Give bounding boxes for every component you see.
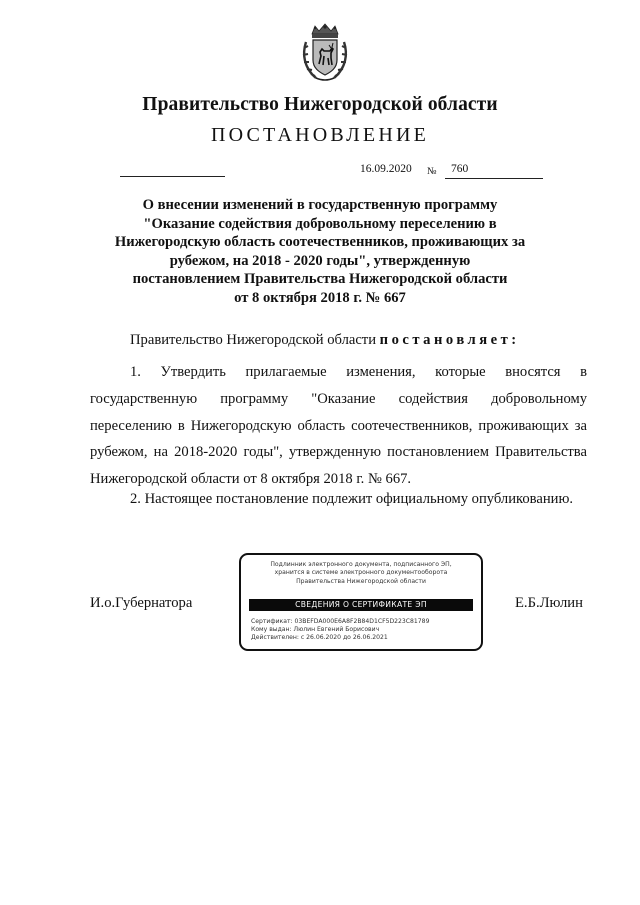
subject-line: от 8 октября 2018 г. № 667	[234, 289, 406, 306]
signatory-position: И.о.Губернатора	[90, 595, 193, 611]
subject-line: рубежом, на 2018 - 2020 годы", утвержденную	[169, 252, 471, 269]
document-type: ПОСТАНОВЛЕНИЕ	[210, 124, 430, 146]
paragraph-1: 1. Утвердить прилагаемые изменения, которые вносятся в государственную программу "Оказание содействия добровольному переселению в Нижегородскую область соотечественников, проживающих за рубежом, на 2018-2020 годы", утвержденную постановлением Правительства Нижегородской области от 8 октября 2018 г. № 667.	[90, 364, 587, 488]
subject-line: Нижегородскую область соотечественников, проживающих за	[114, 234, 526, 250]
subject-line: "Оказание содействия добровольному переселению в	[143, 215, 497, 232]
certificate-owner: Кому выдан: Люлин Евгений Борисович	[251, 626, 380, 634]
e-signature-stamp	[239, 553, 483, 651]
resolution-intro	[130, 332, 520, 349]
intro-resolves: постановляет:	[379, 332, 520, 348]
document-date: 16.09.2020	[360, 163, 412, 175]
stamp-header-line: хранится в системе электронного документооборота	[274, 569, 448, 577]
certificate-serial: Сертификат: 03BEFDA000E6A8F2B84D1CF5D223C81789	[251, 618, 430, 625]
document-subject	[100, 196, 540, 307]
blank-date-line	[120, 176, 225, 177]
paragraph-2: 2. Настоящее постановление подлежит официальному опубликованию.	[130, 491, 574, 507]
subject-line: О внесении изменений в государственную программу	[142, 197, 498, 213]
government-name: Правительство Нижегородской области	[142, 94, 498, 115]
subject-line: постановлением Правительства Нижегородской области	[132, 271, 508, 287]
intro-text: Правительство Нижегородской области	[130, 332, 380, 348]
document-number: 760	[451, 163, 469, 175]
stamp-header-line: Правительства Нижегородской области	[296, 577, 426, 585]
stamp-header	[247, 561, 475, 586]
signatory-name: Е.Б.Люлин	[515, 595, 583, 611]
certificate-validity: Действителен: с 26.06.2020 до 26.06.2021	[251, 634, 388, 642]
certificate-info-bar: СВЕДЕНИЯ О СЕРТИФИКАТЕ ЭП	[249, 599, 473, 611]
stamp-header-line: Подлинник электронного документа, подписанного ЭП,	[270, 561, 452, 568]
document-number-field	[445, 163, 543, 179]
coat-of-arms-icon	[300, 22, 350, 82]
certificate-details	[251, 618, 429, 643]
number-sign: №	[427, 166, 437, 177]
